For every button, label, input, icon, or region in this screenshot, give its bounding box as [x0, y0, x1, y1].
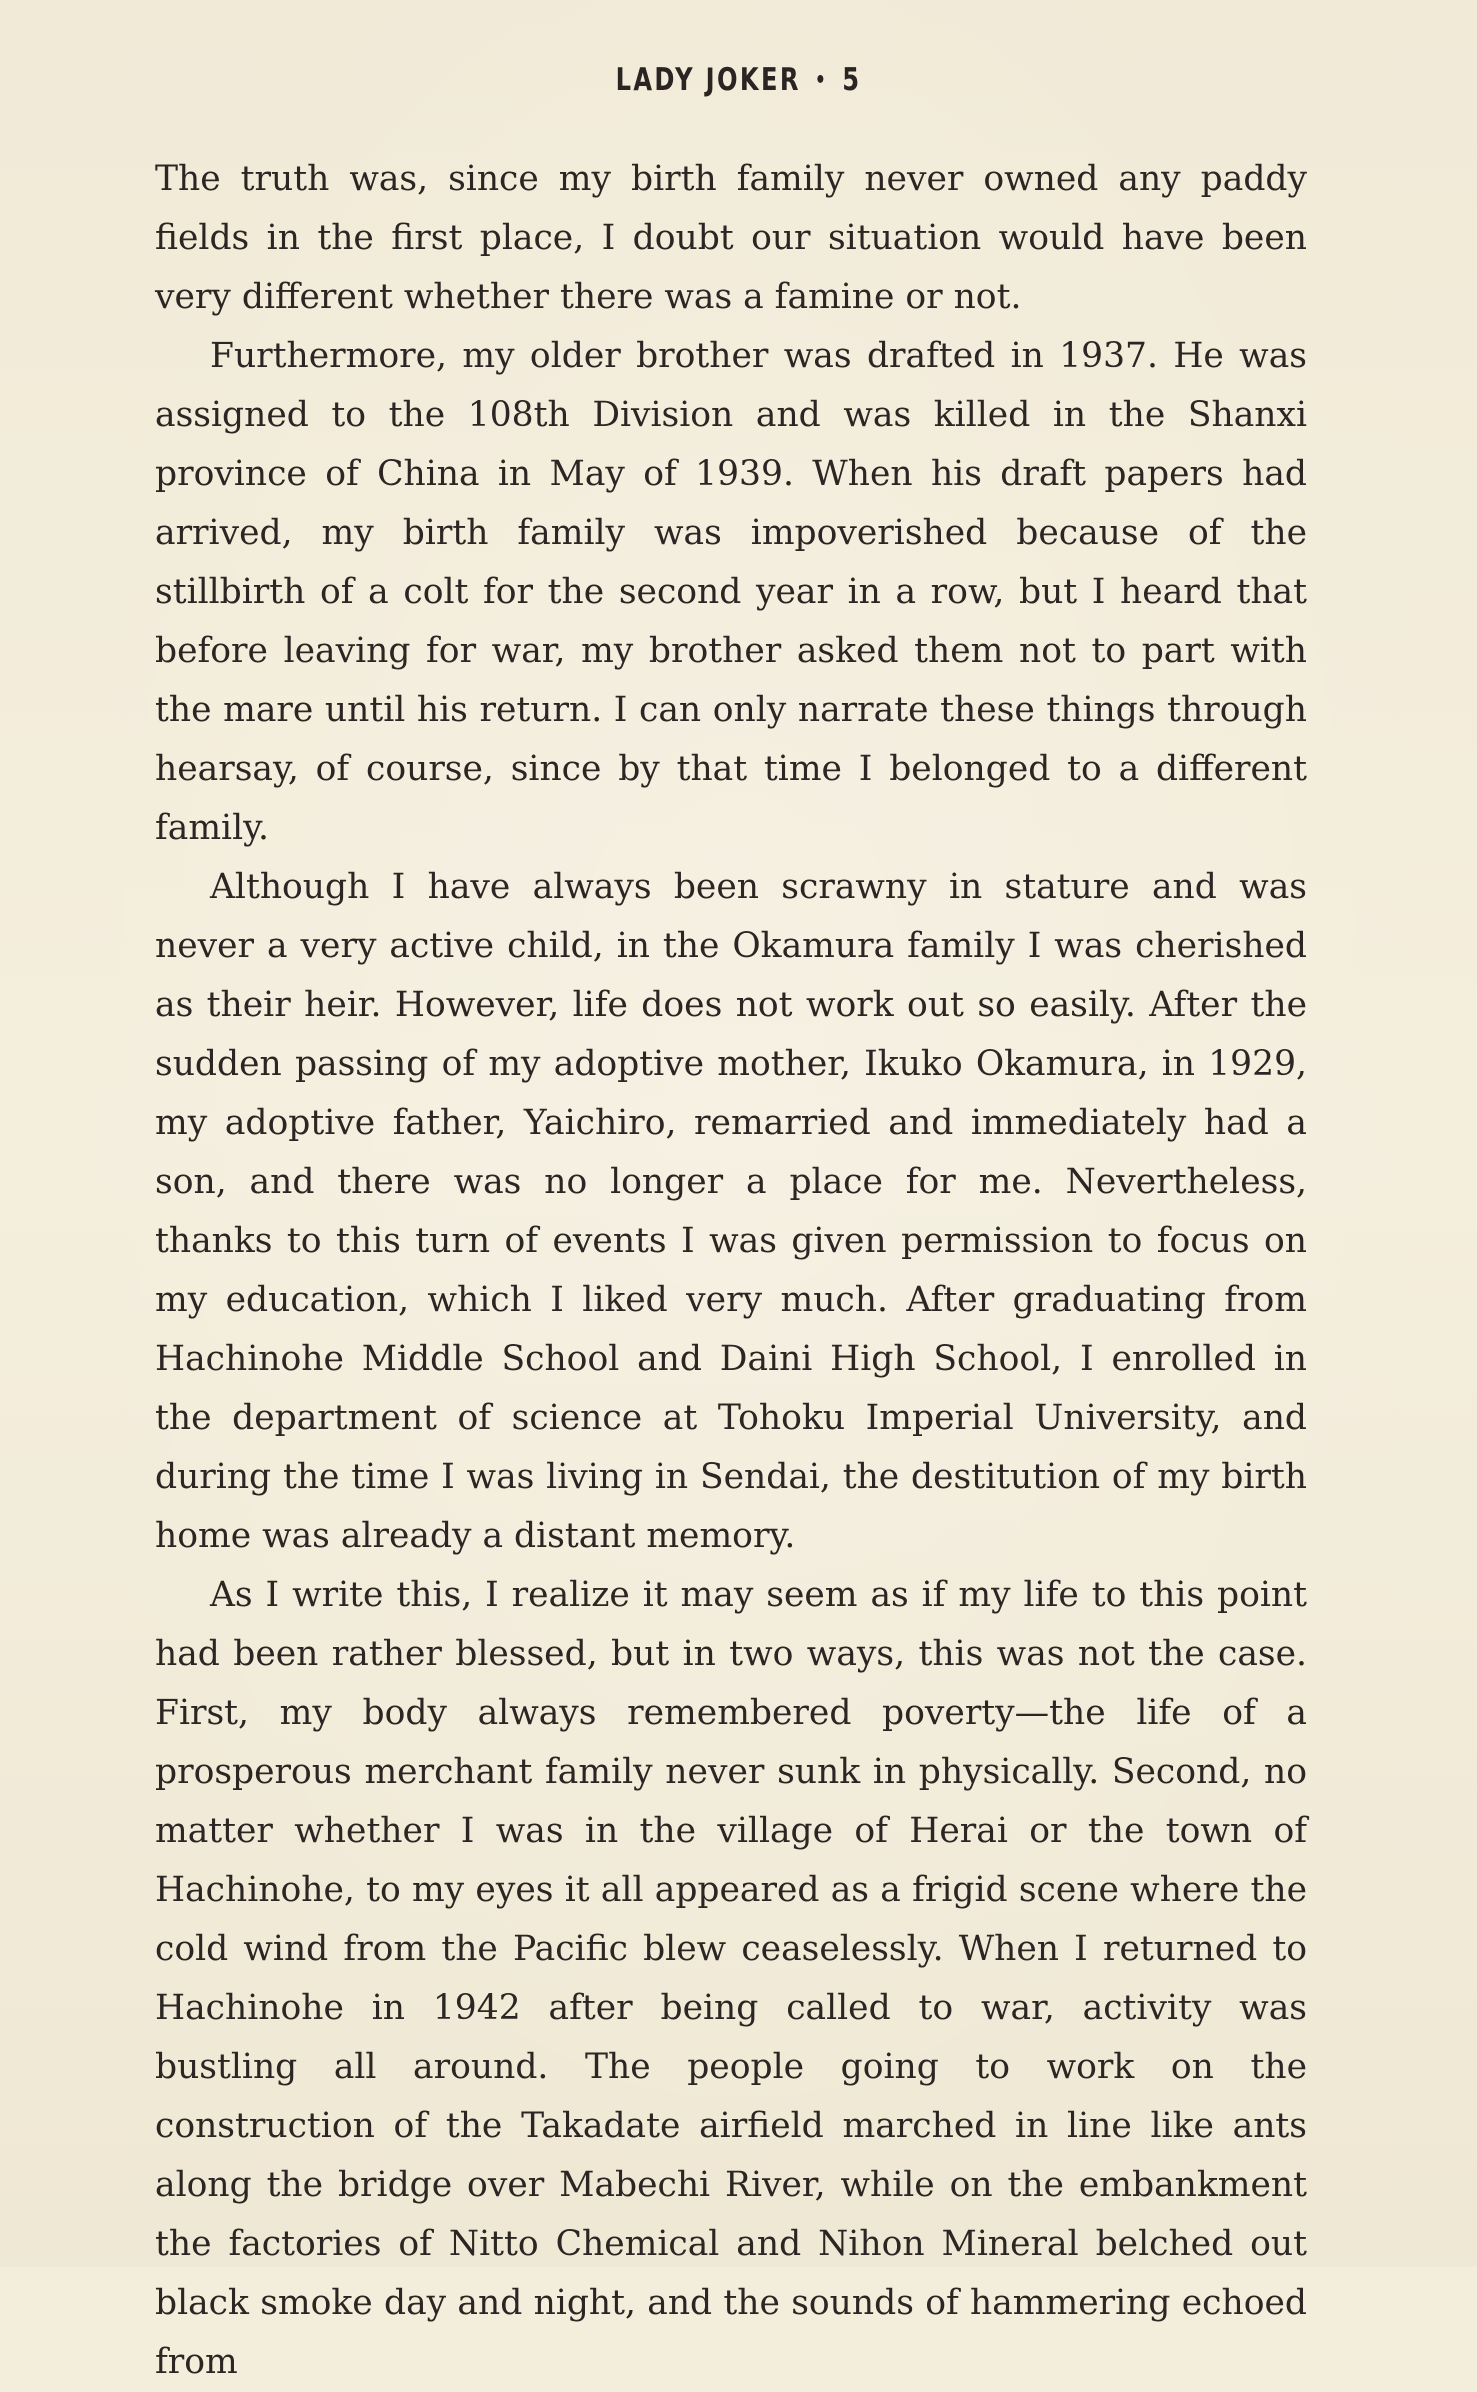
paragraph: As I write this, I realize it may seem as if my life to this point had been rather blessed, but in two ways, this was not the case. First, my body always remembered poverty—the life of a prosperous merchant family never sunk in physically. Second, no matter whether I was in the village of Herai or the town of Hachinohe, to my eyes it all appeared as a frigid scene where the cold wind from the Pacific blew ceaselessly. When I returned to Hachinohe in 1942 after being called to war, activity was bustling all around. The people going to work on the construction of the Takadate airfield marched in line like ants along the bridge over Mabechi River, while on the embankment the factories of Nitto Chemical and Nihon Mineral belched out black smoke day and night, and the sounds of hammering echoed from [155, 1575, 1307, 2382]
paragraph: Although I have always been scrawny in stature and was never a very active child, in the Okamura family I was cherished as their heir. However, life does not work out so easily. After the sudden passing of my adoptive mother, Ikuko Okamura, in 1929, my adoptive father, Yaichiro, remarried and immediately had a son, and there was no longer a place for me. Nevertheless, thanks to this turn of events I was given permission to focus on my education, which I liked very much. After graduating from Hachinohe Middle School and Daini High School, I enrolled in the department of science at Tohoku Imperial University, and during the time I was living in Sendai, the destitution of my birth home was already a distant memory. [155, 867, 1307, 1556]
header-separator: • [814, 68, 829, 93]
paragraph: The truth was, since my birth family never owned any paddy fields in the first place, I doubt our situation would have been very different whether there was a famine or not. [155, 159, 1307, 317]
running-head [162, 62, 1314, 98]
body-text [155, 150, 1307, 2392]
page-number: 5 [842, 62, 862, 98]
book-title: LADY JOKER [615, 62, 801, 98]
paragraph: Furthermore, my older brother was drafted in 1937. He was assigned to the 108th Division and was killed in the Shanxi province of China in May of 1939. When his draft papers had arrived, my birth family was impoverished because of the stillbirth of a colt for the second year in a row, but I heard that before leaving for war, my brother asked them not to part with the mare until his return. I can only narrate these things through hearsay, of course, since by that time I belonged to a different family. [155, 336, 1307, 848]
